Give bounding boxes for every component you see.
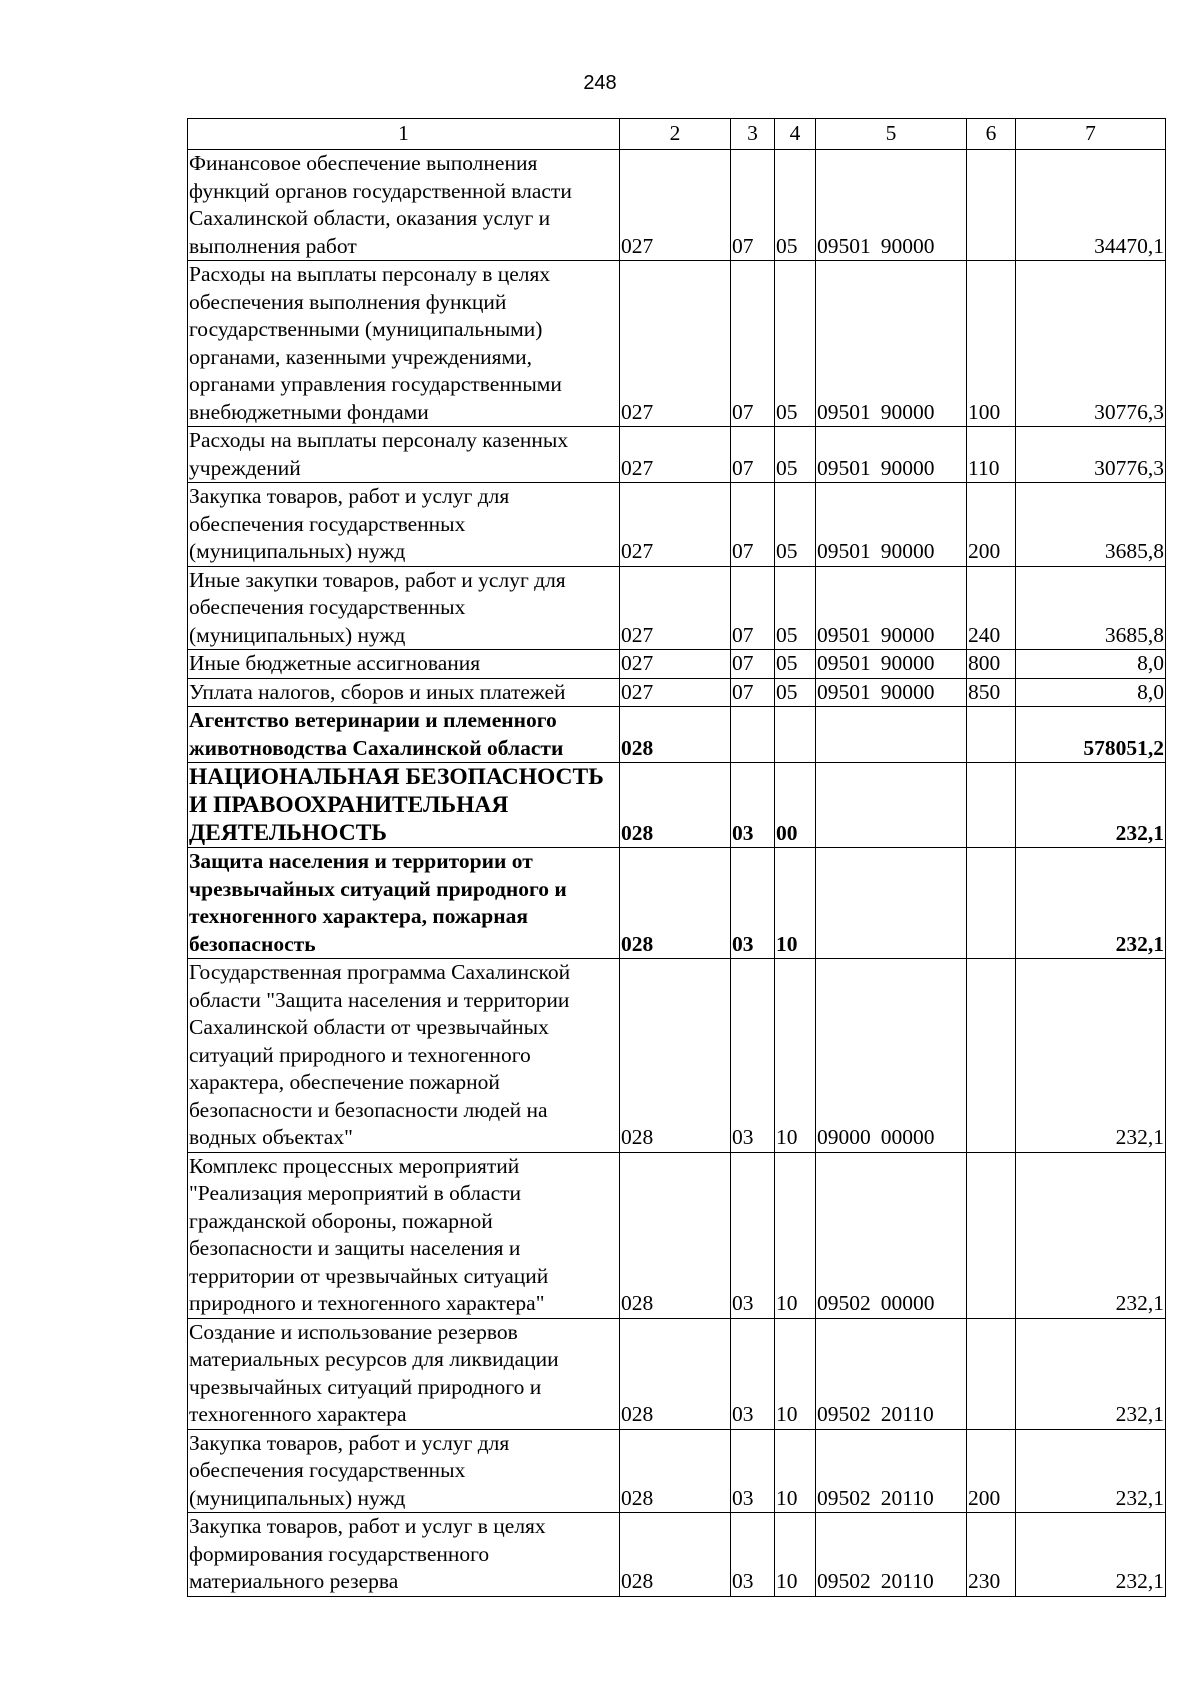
header-col-7: 7 bbox=[1016, 119, 1166, 150]
csr-part-a: 09501 bbox=[817, 651, 871, 675]
row-csr-cell bbox=[816, 678, 967, 707]
row-name-cell: Комплекс процессных мероприятий "Реализация мероприятий в области гражданской обороны, пожарной безопасности и защиты населения и территории от чрезвычайных ситуаций природного и техногенного характера" bbox=[188, 1152, 620, 1318]
row-csr-cell bbox=[816, 1318, 967, 1429]
row-rz-cell: 07 bbox=[731, 483, 775, 567]
csr-part-a: 09501 bbox=[817, 399, 871, 424]
header-row bbox=[188, 119, 1166, 150]
row-csr-cell bbox=[816, 566, 967, 650]
table-row bbox=[188, 483, 1166, 567]
row-ved-cell: 027 bbox=[620, 483, 731, 567]
row-vr-cell: 240 bbox=[967, 566, 1016, 650]
header-col-1: 1 bbox=[188, 119, 620, 150]
row-sum-cell: 30776,3 bbox=[1016, 427, 1166, 483]
table-row bbox=[188, 959, 1166, 1153]
row-pr-cell: 05 bbox=[775, 150, 816, 261]
row-name-cell: Иные бюджетные ассигнования bbox=[188, 650, 620, 679]
row-vr-cell: 200 bbox=[967, 1429, 1016, 1513]
table-row bbox=[188, 1429, 1166, 1513]
row-sum-cell: 232,1 bbox=[1016, 1318, 1166, 1429]
row-ved-cell: 028 bbox=[620, 1152, 731, 1318]
row-rz-cell: 07 bbox=[731, 150, 775, 261]
row-pr-cell: 10 bbox=[775, 1513, 816, 1597]
row-ved-cell: 027 bbox=[620, 566, 731, 650]
row-name-cell: Государственная программа Сахалинской области "Защита населения и территории Сахалинской области от чрезвычайных ситуаций природного и техногенного характера, обеспечение пожарной безопасности и безопасности людей на водных объектах" bbox=[188, 959, 620, 1153]
table-row bbox=[188, 1513, 1166, 1597]
row-name-cell: Агентство ветеринарии и племенного животноводства Сахалинской области bbox=[188, 707, 620, 763]
csr-part-a: 09501 bbox=[817, 679, 871, 704]
row-vr-cell: 230 bbox=[967, 1513, 1016, 1597]
row-name-cell: Иные закупки товаров, работ и услуг для обеспечения государственных (муниципальных) нужд bbox=[188, 566, 620, 650]
row-ved-cell: 028 bbox=[620, 959, 731, 1153]
table-row bbox=[188, 707, 1166, 763]
row-pr-cell: 10 bbox=[775, 1429, 816, 1513]
budget-table bbox=[187, 118, 1166, 1597]
row-sum-cell: 232,1 bbox=[1016, 1513, 1166, 1597]
csr-part-a: 09502 bbox=[817, 1485, 871, 1510]
row-name-cell: Защита населения и территории от чрезвычайных ситуаций природного и техногенного характера, пожарная безопасность bbox=[188, 848, 620, 959]
row-sum-cell: 3685,8 bbox=[1016, 566, 1166, 650]
row-pr-cell: 05 bbox=[775, 261, 816, 427]
row-sum-cell: 232,1 bbox=[1016, 1152, 1166, 1318]
row-sum-cell: 232,1 bbox=[1016, 1429, 1166, 1513]
row-csr-cell bbox=[816, 150, 967, 261]
table-row bbox=[188, 427, 1166, 483]
header-col-2: 2 bbox=[620, 119, 731, 150]
row-name-cell: Уплата налогов, сборов и иных платежей bbox=[188, 678, 620, 707]
table-row bbox=[188, 650, 1166, 679]
row-name-cell: НАЦИОНАЛЬНАЯ БЕЗОПАСНОСТЬ И ПРАВООХРАНИТЕЛЬНАЯ ДЕЯТЕЛЬНОСТЬ bbox=[188, 763, 620, 848]
csr-part-b: 90000 bbox=[880, 679, 935, 704]
row-sum-cell: 232,1 bbox=[1016, 959, 1166, 1153]
row-name-cell: Финансовое обеспечение выполнения функций органов государственной власти Сахалинской области, оказания услуг и выполнения работ bbox=[188, 150, 620, 261]
csr-part-b: 90000 bbox=[880, 455, 935, 480]
row-ved-cell: 027 bbox=[620, 678, 731, 707]
row-sum-cell: 232,1 bbox=[1016, 763, 1166, 848]
row-rz-cell: 03 bbox=[731, 1318, 775, 1429]
csr-part-b: 20110 bbox=[880, 1485, 934, 1510]
row-ved-cell: 027 bbox=[620, 650, 731, 679]
row-ved-cell: 027 bbox=[620, 150, 731, 261]
csr-part-a: 09502 bbox=[817, 1569, 871, 1593]
row-pr-cell: 05 bbox=[775, 566, 816, 650]
row-rz-cell: 03 bbox=[731, 1513, 775, 1597]
csr-part-b: 20110 bbox=[880, 1569, 934, 1593]
row-ved-cell: 027 bbox=[620, 261, 731, 427]
csr-part-b: 90000 bbox=[880, 233, 935, 258]
table-row bbox=[188, 1318, 1166, 1429]
csr-part-b: 00000 bbox=[880, 1291, 935, 1315]
row-vr-cell bbox=[967, 707, 1016, 763]
row-sum-cell: 578051,2 bbox=[1016, 707, 1166, 763]
row-csr-cell bbox=[816, 483, 967, 567]
csr-part-a: 09501 bbox=[817, 622, 871, 647]
row-vr-cell: 110 bbox=[967, 427, 1016, 483]
row-csr-cell bbox=[816, 763, 967, 848]
row-sum-cell: 232,1 bbox=[1016, 848, 1166, 959]
row-vr-cell: 200 bbox=[967, 483, 1016, 567]
row-vr-cell bbox=[967, 848, 1016, 959]
row-pr-cell: 05 bbox=[775, 650, 816, 679]
row-pr-cell bbox=[775, 707, 816, 763]
row-vr-cell: 800 bbox=[967, 650, 1016, 679]
row-name-cell: Расходы на выплаты персоналу казенных учреждений bbox=[188, 427, 620, 483]
table-row bbox=[188, 566, 1166, 650]
table-row bbox=[188, 848, 1166, 959]
row-vr-cell: 100 bbox=[967, 261, 1016, 427]
csr-part-b: 90000 bbox=[880, 399, 935, 424]
csr-part-a: 09000 bbox=[817, 1125, 871, 1149]
row-rz-cell: 07 bbox=[731, 566, 775, 650]
row-vr-cell bbox=[967, 1152, 1016, 1318]
csr-part-b: 90000 bbox=[880, 539, 935, 563]
header-col-4: 4 bbox=[775, 119, 816, 150]
row-pr-cell: 05 bbox=[775, 483, 816, 567]
row-ved-cell: 028 bbox=[620, 848, 731, 959]
row-rz-cell: 07 bbox=[731, 650, 775, 679]
csr-part-b: 20110 bbox=[880, 1402, 934, 1426]
row-pr-cell: 10 bbox=[775, 959, 816, 1153]
row-rz-cell: 03 bbox=[731, 763, 775, 848]
csr-part-b: 90000 bbox=[880, 622, 935, 647]
row-name-cell: Закупка товаров, работ и услуг для обеспечения государственных (муниципальных) нужд bbox=[188, 483, 620, 567]
row-sum-cell: 3685,8 bbox=[1016, 483, 1166, 567]
row-sum-cell: 8,0 bbox=[1016, 650, 1166, 679]
csr-part-b: 00000 bbox=[880, 1125, 935, 1149]
row-rz-cell: 07 bbox=[731, 427, 775, 483]
row-name-cell: Расходы на выплаты персоналу в целях обеспечения выполнения функций государственными (муниципальными) органами, казенными учреждениями, органами управления государственными внебюджетными фондами bbox=[188, 261, 620, 427]
header-col-5: 5 bbox=[816, 119, 967, 150]
row-csr-cell bbox=[816, 1429, 967, 1513]
row-csr-cell bbox=[816, 959, 967, 1153]
csr-part-a: 09501 bbox=[817, 233, 871, 258]
page-number: 248 bbox=[583, 72, 617, 94]
row-ved-cell: 028 bbox=[620, 1429, 731, 1513]
table-row bbox=[188, 150, 1166, 261]
row-pr-cell: 05 bbox=[775, 427, 816, 483]
row-name-cell: Закупка товаров, работ и услуг для обеспечения государственных (муниципальных) нужд bbox=[188, 1429, 620, 1513]
row-vr-cell bbox=[967, 959, 1016, 1153]
csr-part-a: 09502 bbox=[817, 1402, 871, 1426]
row-pr-cell: 10 bbox=[775, 848, 816, 959]
table-row bbox=[188, 763, 1166, 848]
row-ved-cell: 028 bbox=[620, 763, 731, 848]
row-name-cell: Создание и использование резервов материальных ресурсов для ликвидации чрезвычайных ситуаций природного и техногенного характера bbox=[188, 1318, 620, 1429]
row-ved-cell: 028 bbox=[620, 707, 731, 763]
csr-part-a: 09501 bbox=[817, 455, 871, 480]
csr-part-a: 09501 bbox=[817, 539, 871, 563]
row-rz-cell: 07 bbox=[731, 261, 775, 427]
row-vr-cell bbox=[967, 763, 1016, 848]
header-col-3: 3 bbox=[731, 119, 775, 150]
header-col-6: 6 bbox=[967, 119, 1016, 150]
row-ved-cell: 028 bbox=[620, 1318, 731, 1429]
row-pr-cell: 10 bbox=[775, 1318, 816, 1429]
row-csr-cell bbox=[816, 707, 967, 763]
row-csr-cell bbox=[816, 427, 967, 483]
csr-part-b: 90000 bbox=[880, 651, 935, 675]
row-vr-cell bbox=[967, 1318, 1016, 1429]
row-sum-cell: 8,0 bbox=[1016, 678, 1166, 707]
row-rz-cell: 03 bbox=[731, 959, 775, 1153]
row-csr-cell bbox=[816, 1152, 967, 1318]
row-ved-cell: 028 bbox=[620, 1513, 731, 1597]
row-pr-cell: 00 bbox=[775, 763, 816, 848]
row-csr-cell bbox=[816, 848, 967, 959]
row-sum-cell: 34470,1 bbox=[1016, 150, 1166, 261]
row-pr-cell: 10 bbox=[775, 1152, 816, 1318]
row-sum-cell: 30776,3 bbox=[1016, 261, 1166, 427]
table-row bbox=[188, 261, 1166, 427]
row-vr-cell bbox=[967, 150, 1016, 261]
csr-part-a: 09502 bbox=[817, 1291, 871, 1315]
row-csr-cell bbox=[816, 261, 967, 427]
row-ved-cell: 027 bbox=[620, 427, 731, 483]
row-rz-cell: 07 bbox=[731, 678, 775, 707]
row-rz-cell: 03 bbox=[731, 1152, 775, 1318]
row-rz-cell: 03 bbox=[731, 1429, 775, 1513]
row-name-cell: Закупка товаров, работ и услуг в целях формирования государственного материального резерва bbox=[188, 1513, 620, 1597]
row-rz-cell: 03 bbox=[731, 848, 775, 959]
row-csr-cell bbox=[816, 1513, 967, 1597]
table-row bbox=[188, 1152, 1166, 1318]
table-row bbox=[188, 678, 1166, 707]
row-csr-cell bbox=[816, 650, 967, 679]
row-vr-cell: 850 bbox=[967, 678, 1016, 707]
row-rz-cell bbox=[731, 707, 775, 763]
row-pr-cell: 05 bbox=[775, 678, 816, 707]
